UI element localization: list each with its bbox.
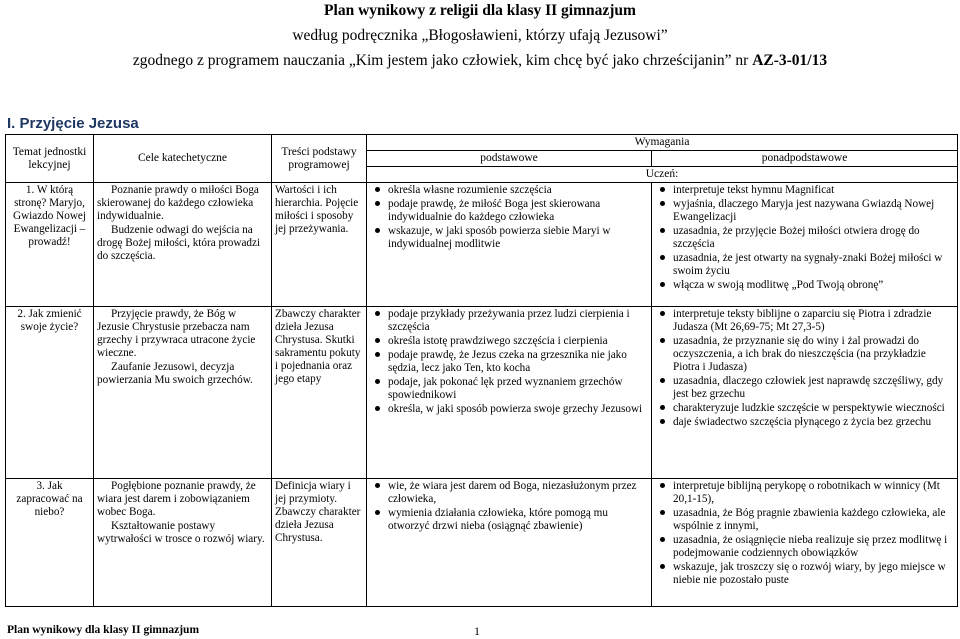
list-item: podaje przykłady przeżywania przez ludzi cierpienia i szczęścia <box>388 308 648 334</box>
goal-item: Poznanie prawdy o miłości Boga skierowanej do każdego człowieka indywidualnie. <box>97 184 259 222</box>
goals-cell <box>94 307 272 479</box>
list-item: interpretuje biblijną perykopę o robotnikach w winnicy (Mt 20,1-15), <box>673 480 954 506</box>
list-item: uzasadnia, że jest otwarty na sygnały-znaki Bożej miłości w swoim życiu <box>673 252 954 278</box>
basic-cell <box>367 183 652 307</box>
list-item: wskazuje, jak troszczy się o rozwój wiary, by jego miejsce w niebie nie pozostało puste <box>673 561 954 587</box>
list-item: wie, że wiara jest darem od Boga, niezasłużonym przez człowieka, <box>388 480 648 506</box>
header-student: Uczeń: <box>367 167 958 183</box>
table-row <box>6 479 958 607</box>
goal-item: Pogłębione poznanie prawdy, że wiara jest darem i zobowiązaniem wobec Boga. <box>97 480 256 518</box>
header-content: Treści podstawy programowej <box>272 135 367 183</box>
section-heading: I. Przyjęcie Jezusa <box>7 115 139 132</box>
list-item: interpretuje teksty biblijne o zaparciu się Piotra i zdradzie Judasza (Mt 26,69-75; Mt 27,3-5) <box>673 308 954 334</box>
header-basic: podstawowe <box>367 151 652 167</box>
header-unit: Temat jednostki lekcyjnej <box>6 135 94 183</box>
goals-cell <box>94 183 272 307</box>
document-subtitle: według podręcznika „Błogosławieni, którzy ufają Jezusowi” <box>292 27 668 44</box>
page-number: 1 <box>474 624 480 638</box>
list-item: uzasadnia, dlaczego człowiek jest naprawdę szczęśliwy, gdy jest bez grzechu <box>673 375 954 401</box>
list-item: uzasadnia, że Bóg pragnie zbawienia każdego człowieka, ale wspólnie z innymi, <box>673 507 954 533</box>
goal-item: Budzenie odwagi do wejścia na drogę Bożej miłości, która prowadzi do szczęścia. <box>97 224 261 262</box>
goals-cell <box>94 479 272 607</box>
program-line <box>0 51 960 71</box>
list-item: podaje prawdę, że Jezus czeka na grzesznika nie jako sędzia, lecz jako Ten, kto kocha <box>388 349 648 375</box>
advanced-cell <box>652 183 958 307</box>
list-item: uzasadnia, że osiągnięcie nieba realizuje się przez modlitwę i podejmowanie codziennych obowiązków <box>673 534 954 560</box>
basic-cell <box>367 307 652 479</box>
unit-cell: 2. Jak zmienić swoje życie? <box>6 307 94 479</box>
table-row <box>6 183 958 307</box>
content-cell: Zbawczy charakter dzieła Jezusa Chrystusa. Skutki sakramentu pokuty i pojednania oraz jego etapy <box>272 307 367 479</box>
document-header <box>0 0 960 71</box>
footer-label: Plan wynikowy dla klasy II gimnazjum <box>7 624 200 636</box>
advanced-cell <box>652 307 958 479</box>
basic-cell <box>367 479 652 607</box>
list-item: włącza w swoją modlitwę „Pod Twoją obronę” <box>673 279 954 292</box>
header-goals: Cele katechetyczne <box>94 135 272 183</box>
list-item: uzasadnia, że przyjęcie Bożej miłości otwiera drogę do szczęścia <box>673 225 954 251</box>
list-item: uzasadnia, że przyznanie się do winy i żal prowadzi do oczyszczenia, a ich brak do nieszczęścia (na przykładzie Piotra i Judasza) <box>673 335 954 374</box>
list-item: określa własne rozumienie szczęścia <box>388 184 648 197</box>
advanced-cell <box>652 479 958 607</box>
unit-cell: 1. W którą stronę? Maryjo, Gwiazdo Nowej Ewangelizacji – prowadź! <box>6 183 94 307</box>
table-header-row <box>6 135 958 151</box>
list-item: określa, w jaki sposób powierza swoje grzechy Jezusowi <box>388 403 648 416</box>
content-cell: Wartości i ich hierarchia. Pojęcie miłości i sposoby jej przeżywania. <box>272 183 367 307</box>
plan-table <box>5 134 958 607</box>
goal-item: Przyjęcie prawdy, że Bóg w Jezusie Chrystusie przebacza nam grzechy i przywraca utracone życie wieczne. <box>97 308 256 359</box>
program-code: AZ-3-01/13 <box>752 52 828 69</box>
goal-item: Kształtowanie postawy wytrwałości w trosce o rozwój wiary. <box>97 520 265 545</box>
list-item: wyjaśnia, dlaczego Maryja jest nazywana Gwiazdą Nowej Ewangelizacji <box>673 198 954 224</box>
list-item: daje świadectwo szczęścia płynącego z życia bez grzechu <box>673 416 954 429</box>
list-item: określa istotę prawdziwego szczęścia i cierpienia <box>388 335 648 348</box>
table-row <box>6 307 958 479</box>
document-title: Plan wynikowy z religii dla klasy II gimnazjum <box>324 2 636 19</box>
unit-cell: 3. Jak zapracować na niebo? <box>6 479 94 607</box>
list-item: podaje, jak pokonać lęk przed wyznaniem grzechów spowiednikowi <box>388 376 648 402</box>
list-item: podaje prawdę, że miłość Boga jest skierowana indywidualnie do każdego człowieka <box>388 198 648 224</box>
list-item: interpretuje tekst hymnu Magnificat <box>673 184 954 197</box>
goal-item: Zaufanie Jezusowi, decyzja powierzania Mu swoich grzechów. <box>97 361 253 386</box>
header-advanced: ponadpodstawowe <box>652 151 958 167</box>
program-prefix: zgodnego z programem nauczania „Kim jestem jako człowiek, kim chcę być jako chrześcijanin” nr <box>132 52 749 69</box>
list-item: wymienia działania człowieka, które pomogą mu otworzyć drzwi nieba (osiągnąć zbawienie) <box>388 507 648 533</box>
content-cell: Definicja wiary i jej przymioty. Zbawczy charakter dzieła Jezusa Chrystusa. <box>272 479 367 607</box>
list-item: charakteryzuje ludzkie szczęście w perspektywie wieczności <box>673 402 954 415</box>
list-item: wskazuje, w jaki sposób powierza siebie Maryi w indywidualnej modlitwie <box>388 225 648 251</box>
header-requirements: Wymagania <box>367 135 958 151</box>
